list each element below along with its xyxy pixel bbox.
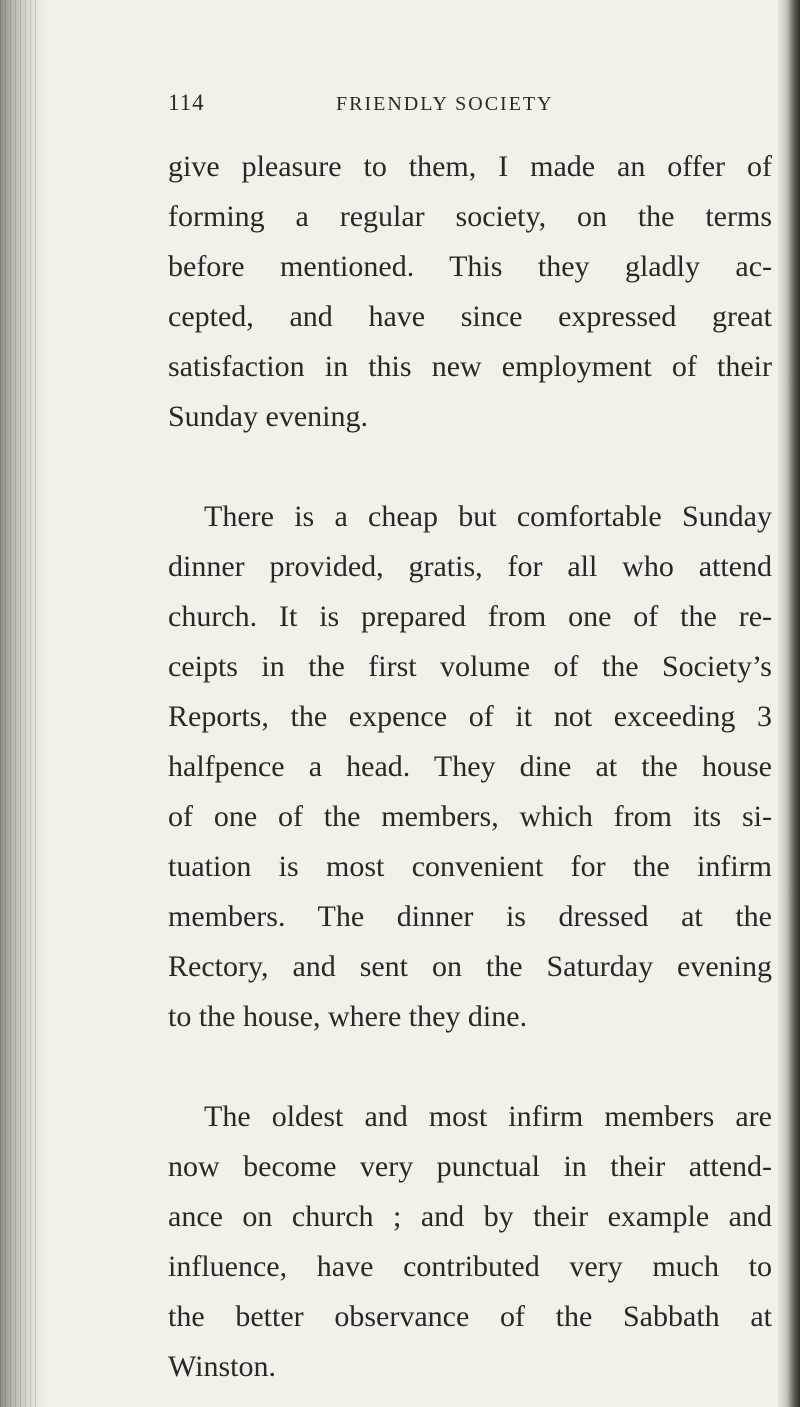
text-line: give pleasure to them, I made an offer of [168,150,772,183]
paragraph-gap [168,1042,772,1092]
running-title: FRIENDLY SOCIETY [336,93,554,115]
text-line: halfpence a head. They dine at the house [168,750,772,783]
text-line: Rectory, and sent on the Saturday evening [168,950,772,983]
text-line: of one of the members, which from its si- [168,800,772,833]
text-line: influence, have contributed very much to [168,1250,772,1283]
running-head [168,90,688,126]
text-line: The oldest and most infirm members are [204,1100,772,1133]
paragraph-3 [168,1092,772,1392]
text-line: dinner provided, gratis, for all who attend [168,550,772,583]
paragraph-gap [168,442,772,492]
page-edge [778,0,800,1407]
binding-texture [0,0,40,1407]
text-line: to the house, where they dine. [168,1000,528,1033]
paragraph-1 [168,142,772,442]
text-line: now become very punctual in their attend- [168,1150,772,1183]
text-line: forming a regular society, on the terms [168,200,772,233]
text-line: before mentioned. This they gladly ac- [168,250,772,283]
text-line: the better observance of the Sabbath at [168,1300,772,1333]
text-line: church. It is prepared from one of the re- [168,600,772,633]
body-text [168,142,772,1392]
text-line: cepted, and have since expressed great [168,300,772,333]
text-line: members. The dinner is dressed at the [168,900,772,933]
page-number: 114 [168,90,205,115]
text-line: Winston. [168,1350,276,1383]
text-line: Sunday evening. [168,400,368,433]
text-line: tuation is most convenient for the infirm [168,850,772,883]
text-line: ance on church ; and by their example and [168,1200,772,1233]
paragraph-2 [168,492,772,1042]
text-line: Reports, the expence of it not exceeding 3 [168,700,772,733]
text-line: ceipts in the first volume of the Society’s [168,650,772,683]
text-line: satisfaction in this new employment of their [168,350,772,383]
text-line: There is a cheap but comfortable Sunday [204,500,772,533]
